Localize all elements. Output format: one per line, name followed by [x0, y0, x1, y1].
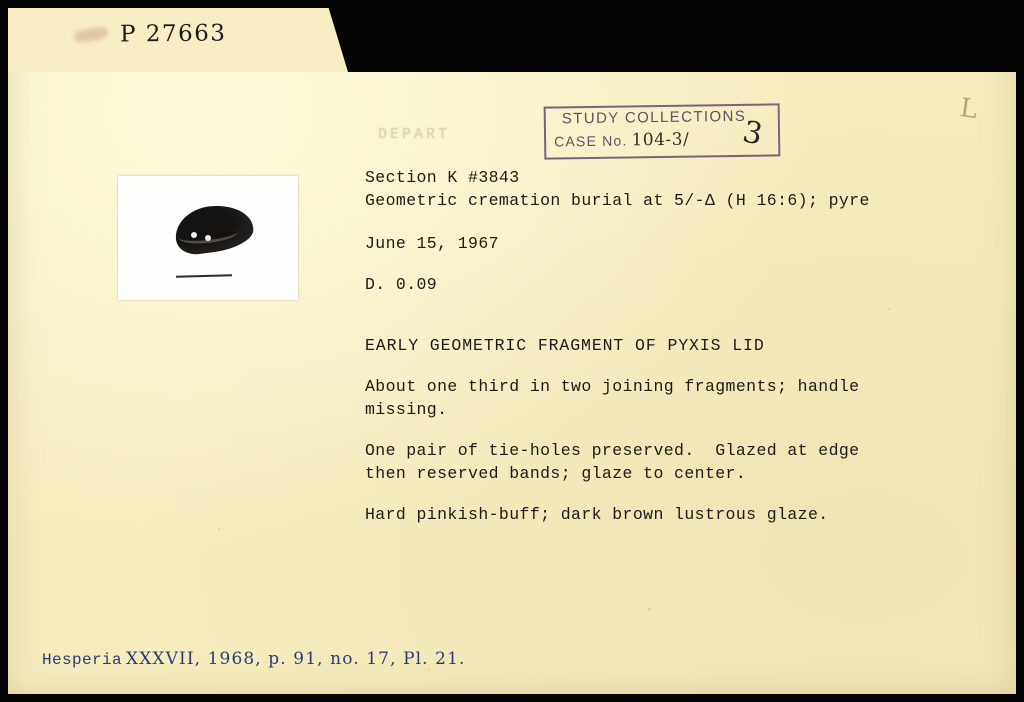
archaeology-index-card	[8, 8, 1016, 694]
specimen-photograph	[118, 176, 298, 300]
faded-stamp-text: DEPART	[378, 126, 451, 143]
paper-speck	[428, 668, 430, 670]
stamp-case-line	[554, 130, 689, 152]
description-line: One pair of tie-holes preserved. Glazed at edge	[365, 441, 860, 460]
stamp-case-suffix: 3	[739, 114, 766, 153]
stamp-title: STUDY COLLECTIONS	[561, 107, 747, 128]
citation-reference: XXXVII, 1968, p. 91, no. 17, Pl. 21.	[126, 649, 466, 669]
description-block-3	[365, 503, 1005, 526]
section-block	[365, 166, 1005, 212]
description-line: Hard pinkish-buff; dark brown lustrous glaze.	[365, 505, 829, 524]
context-line: Geometric cremation burial at 5/-Δ (H 16:6); pyre	[365, 191, 870, 210]
paper-speck	[888, 308, 890, 310]
accession-number: P 27663	[119, 20, 227, 48]
description-line: then reserved bands; glaze to center.	[365, 464, 747, 483]
heading-block	[365, 334, 1005, 357]
typed-record	[365, 166, 1005, 544]
object-heading: EARLY GEOMETRIC FRAGMENT OF PYXIS LID	[365, 336, 765, 355]
description-line: missing.	[365, 400, 448, 419]
tie-hole-icon	[205, 235, 211, 241]
description-block-2	[365, 439, 1005, 485]
corner-pencil-mark: L	[957, 92, 980, 126]
publication-citation	[42, 649, 466, 669]
stamp-case-number: 104-3/	[631, 129, 690, 151]
description-line: About one third in two joining fragments; handle	[365, 377, 860, 396]
scale-bar	[176, 274, 232, 277]
paper-speck	[218, 528, 220, 530]
stamp-case-label: CASE No.	[554, 132, 628, 150]
dimension-line: D. 0.09	[365, 275, 438, 294]
date-block	[365, 232, 1005, 255]
section-line: Section K #3843	[365, 168, 520, 187]
dimension-block	[365, 273, 1005, 296]
date-line: June 15, 1967	[365, 234, 499, 253]
citation-journal: Hesperia	[42, 651, 123, 669]
tie-hole-icon	[191, 232, 197, 238]
description-block-1	[365, 375, 1005, 421]
paper-speck	[648, 608, 651, 611]
sherd-illustration	[175, 206, 253, 254]
card-tab-bevel	[304, 8, 348, 72]
